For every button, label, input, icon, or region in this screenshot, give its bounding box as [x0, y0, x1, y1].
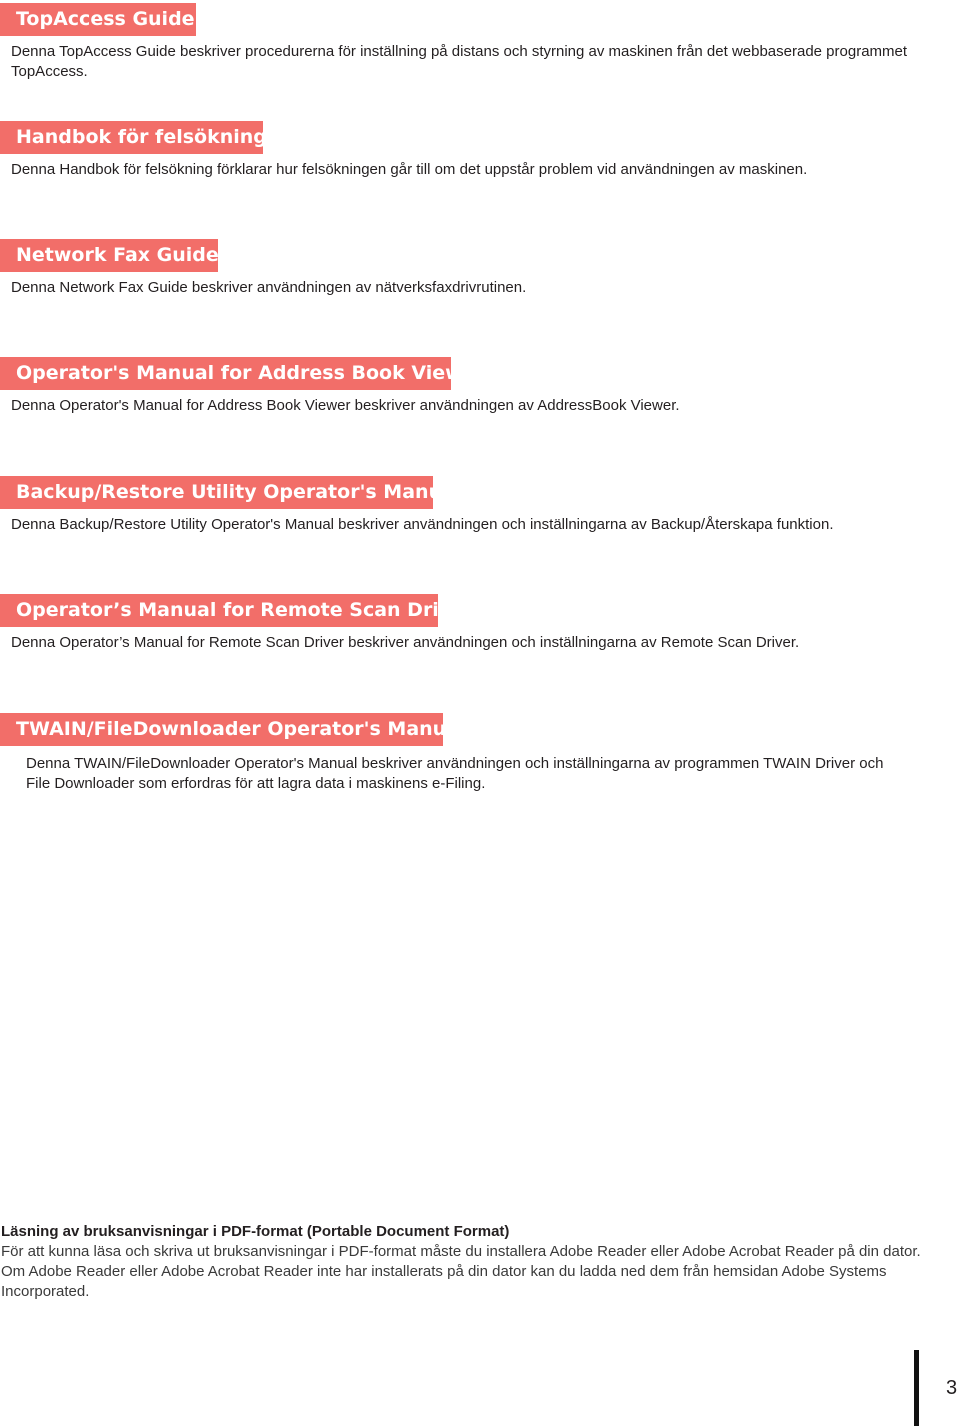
section-twain-filedownloader — [0, 713, 960, 794]
section-heading: Backup/Restore Utility Operator's Manual — [0, 476, 433, 509]
section-network-fax-guide — [0, 239, 960, 298]
section-address-book-viewer — [0, 357, 960, 416]
section-heading: Operator's Manual for Address Book Viewer — [0, 357, 451, 390]
section-heading: Operator’s Manual for Remote Scan Driver — [0, 594, 438, 627]
section-heading: Network Fax Guide — [0, 239, 218, 272]
section-description: Denna TopAccess Guide beskriver procedurerna för inställning på distans och styrning av maskinen från det webbaserade programmet TopAccess. — [11, 43, 908, 80]
section-description: Denna Operator’s Manual for Remote Scan Driver beskriver användningen och inställningarna av Remote Scan Driver. — [11, 634, 800, 651]
section-description: Denna Backup/Restore Utility Operator's Manual beskriver användningen och inställningarna av Backup/Återskapa funktion. — [11, 516, 834, 533]
page-number-rule — [914, 1350, 919, 1426]
section-heading: TWAIN/FileDownloader Operator's Manual — [0, 713, 443, 746]
section-description: Denna Handbok för felsökning förklarar hur felsökningen går till om det uppstår problem vid användningen av maskinen. — [11, 161, 808, 178]
section-topaccess-guide — [0, 3, 960, 82]
section-description: Denna Network Fax Guide beskriver användningen av nätverksfaxdrivrutinen. — [11, 279, 527, 296]
section-heading: Handbok för felsökning — [0, 121, 263, 154]
section-description: Denna Operator's Manual for Address Book Viewer beskriver användningen av AddressBook Viewer. — [11, 397, 680, 414]
section-handbok-for-felsokning — [0, 121, 960, 180]
section-heading: TopAccess Guide — [0, 3, 196, 36]
pdf-reading-note — [1, 1222, 941, 1302]
pdf-note-body: För att kunna läsa och skriva ut bruksanvisningar i PDF-format måste du installera Adobe Reader eller Adobe Acrobat Reader på din dator. Om Adobe Reader eller Adobe Acrobat Reader inte har installerats på din dator kan du ladda ned dem från hemsidan Adobe Systems Incorporated. — [1, 1243, 921, 1300]
section-backup-restore-utility — [0, 476, 960, 535]
section-remote-scan-driver — [0, 594, 960, 653]
section-description: Denna TWAIN/FileDownloader Operator's Manual beskriver användningen och inställningarna av programmen TWAIN Driver och File Downloader som erfordras för att lagra data i maskinens e-Filing. — [26, 755, 884, 792]
page-number: 3 — [946, 1377, 958, 1399]
pdf-note-title: Läsning av bruksanvisningar i PDF-format (Portable Document Format) — [1, 1223, 510, 1240]
